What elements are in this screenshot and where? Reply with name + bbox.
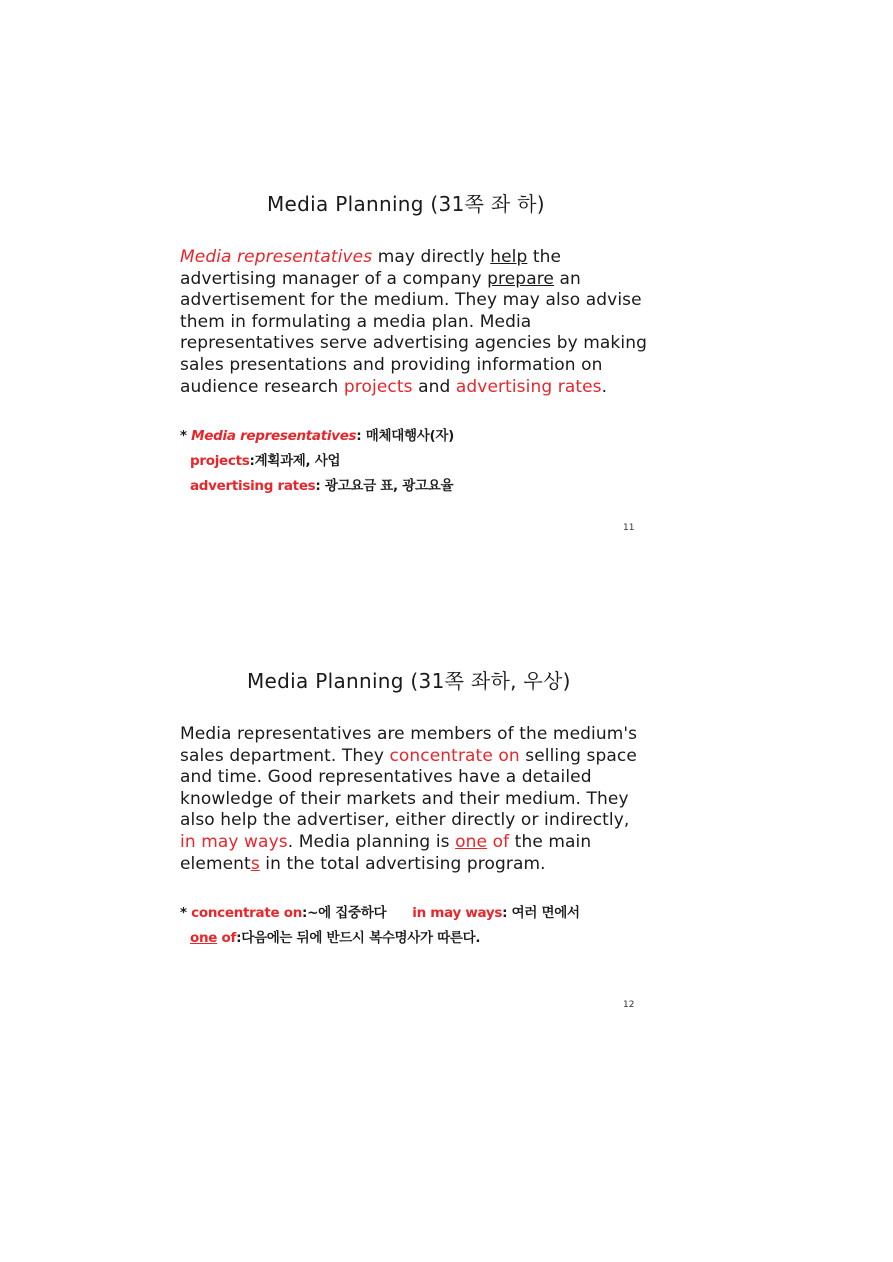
- paragraph-text: and: [412, 376, 456, 397]
- highlight-term: advertising rates: [455, 376, 602, 397]
- paragraph-text: .: [601, 376, 608, 397]
- note-definition: : 여러 면에서: [502, 905, 580, 921]
- note-bullet: *: [180, 428, 192, 444]
- highlight-underlined-letter: s: [250, 853, 260, 874]
- note-line: [180, 901, 580, 926]
- paragraph-text: an advertisement for the medium. They may also advise them in formulating a media plan. Media representatives serve advertising agencies by making sales presentations and providing information on audience research: [180, 268, 647, 397]
- note-definition: : 광고요금 표, 광고요율: [315, 478, 454, 494]
- note-line: [180, 449, 454, 474]
- paragraph-text: the advertising manager of a company: [180, 247, 562, 289]
- slide-title: Media Planning (31쪽 좌 하): [267, 192, 545, 216]
- highlight-term: Media representatives: [180, 247, 373, 267]
- note-term: in may ways: [412, 905, 503, 921]
- note-line: [180, 474, 454, 499]
- underlined-word: prepare: [487, 268, 554, 289]
- vocabulary-notes: [180, 901, 580, 951]
- highlight-term: of: [492, 831, 510, 852]
- note-definition: :다음에는 뒤에 반드시 복수명사가 따른다.: [236, 930, 481, 946]
- underlined-word: help: [490, 247, 528, 267]
- note-definition: :계획과제, 사업: [249, 453, 341, 469]
- note-bullet: *: [180, 905, 192, 921]
- slide-paragraph: [180, 247, 650, 398]
- slide-2: [0, 631, 893, 1262]
- note-line: [180, 926, 580, 951]
- slide-paragraph: [180, 724, 650, 875]
- note-definition: : 매체대행사(자): [356, 428, 454, 444]
- slide-title: Media Planning (31쪽 좌하, 우상): [247, 669, 571, 693]
- page-number: 11: [623, 523, 635, 533]
- highlight-term: projects: [343, 376, 413, 397]
- paragraph-text: in the total advertising program.: [259, 853, 546, 874]
- note-term: advertising rates: [190, 478, 316, 494]
- note-term: Media representatives: [191, 428, 357, 444]
- note-term: of: [217, 930, 237, 946]
- highlight-term: in may ways: [180, 831, 288, 852]
- note-term: concentrate on: [191, 905, 303, 921]
- paragraph-text: may directly: [372, 247, 491, 267]
- highlight-underlined-word: one: [455, 831, 488, 852]
- paragraph-text: . Media planning is: [287, 831, 456, 852]
- note-term-underlined: one: [190, 930, 218, 946]
- note-definition: :~에 집중하다: [302, 905, 387, 921]
- paragraph-text: the main element: [180, 831, 592, 874]
- note-line: [180, 424, 454, 449]
- highlight-term: concentrate on: [389, 745, 520, 766]
- paragraph-text: selling space and time. Good representatives have a detailed knowledge of their markets and their medium. They also help the advertiser, either directly or indirectly,: [180, 745, 637, 831]
- vocabulary-notes: [180, 424, 454, 499]
- note-term: projects: [190, 453, 250, 469]
- page-number: 12: [623, 1000, 635, 1010]
- paragraph-text: Media representatives are members of the medium's sales department. They: [180, 724, 638, 766]
